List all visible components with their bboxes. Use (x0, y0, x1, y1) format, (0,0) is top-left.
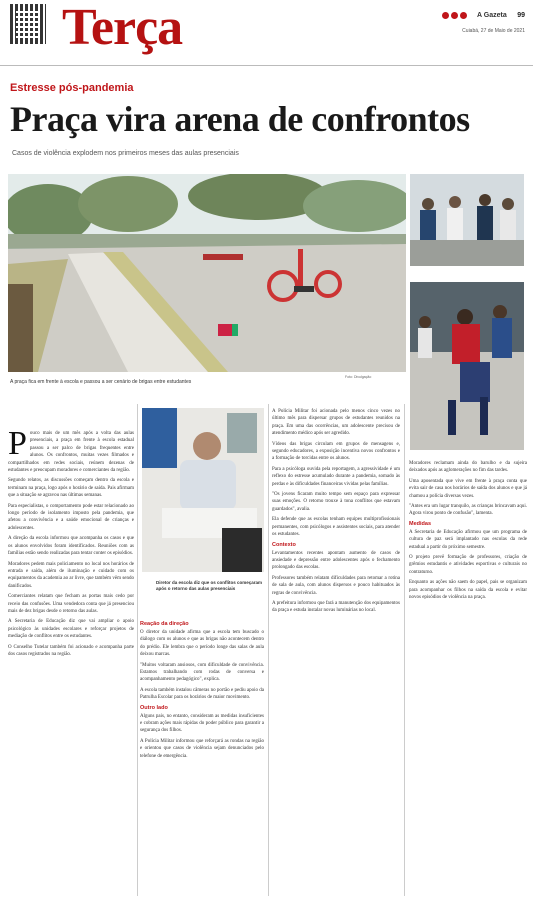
section-title: Terça (62, 0, 183, 56)
page-number: 99 (517, 11, 525, 19)
subhead: Reação da direção (140, 621, 189, 627)
masthead (0, 0, 533, 66)
dek: Casos de violência explodem nos primeiros meses das aulas presenciais (12, 150, 239, 157)
headline: Praça vira arena de confrontos (10, 99, 470, 139)
portrait-caption: Diretor da escola diz que os conflitos começaram após o retorno das aulas presenciais (156, 580, 263, 591)
fight-scene (410, 282, 524, 450)
article-column-1: P ouco mais de um mês após a volta das aulas presenciais, a praça em frente à escola estadual passou a ser palco de brigas frequentes entre alunos. Os confrontos, muitas vezes filmados e compartilhados em redes sociais, reúnem dezenas de estudantes e preocupam moradores e comerciantes da região. Segundo relatos, as discussões começam dentro da escola e terminam na praça, logo após o horário de saída. Pais afirmam que a situação se agravou nas últimas semanas. Para especialistas, o comportamento pode estar relacionado ao longo período de isolamento imposto pela pandemia, que afetou a convivência e a saúde emocional de crianças e adolescentes. A direção da escola informou que acompanha os casos e que os alunos envolvidos foram identificados. Reuniões com as famílias estão sendo realizadas para tentar conter os episódios. Moradores pedem mais policiamento no local nos horários de entrada e saída, além de iluminação e cuidado com os equipamentos da academia ao ar livre, que também vêm sendo danificados. Comerciantes relatam que fecham as portas mais cedo por receio das confusões. Uma vendedora conta que já presenciou mais de dez brigas desde o retorno das aulas. A Secretaria de Educação diz que vai ampliar o apoio psicológico às unidades escolares e reforçar projetos de mediação de conflitos entre os estudantes. O Conselho Tutelar também foi acionado e acompanha parte dos casos registrados na região. (8, 430, 134, 657)
portrait-photo (142, 408, 264, 572)
students-scene (410, 174, 524, 266)
qr-code (10, 4, 46, 44)
column-rule (137, 404, 138, 896)
article-column-3: A Polícia Militar foi acionada pelo menos cinco vezes no último mês para dispersar grupos de estudantes reunidos na praça. Em uma das ocorrências, um adolescente precisou de atendimento médico após ser agredido. Vídeos das brigas circulam em grupos de mensagens e, segundo educadores, a exposição incentiva novos confrontos e a formação de torcidas entre os alunos. Para a psicóloga ouvida pela reportagem, a agressividade é um reflexo do estresse acumulado durante a pandemia, somado às perdas e às dificuldades financeiras vividas pelas famílias. "Os jovens ficaram muito tempo sem espaço para expressar suas emoções. O retorno trouxe à tona conflitos que estavam guardados", avalia. Ela defende que as escolas tenham equipes multiprofissionais permanentes, com psicólogos e assistentes sociais, para atender os estudantes. Contexto Levantamentos recentes apontam aumento de casos de ansiedade e depressão entre adolescentes após o fechamento prolongado das escolas. Professores também relatam dificuldades para retomar a rotina de sala de aula, com alunos dispersos e pouco habituados às regras de convivência. A prefeitura informou que fará a manutenção dos equipamentos da praça e estuda instalar novas luminárias no local. (272, 409, 400, 614)
article-column-4: Moradores reclamam ainda do barulho e da sujeira deixados após as aglomerações no fim das tardes. Uma aposentada que vive em frente à praça conta que evita sair de casa nos horários de saída dos alunos e que já chamou a polícia diversas vezes. "Antes era um lugar tranquilo, as crianças brincavam aqui. Agora virou ponto de confusão", lamenta. Medidas A Secretaria de Educação afirmou que um programa de cultura de paz será implantado nas escolas da rede estadual a partir do próximo semestre. O projeto prevê formação de professores, criação de grêmios estudantis e atividades esportivas e culturais no contraturno. Enquanto as ações não saem do papel, pais se organizam para acompanhar os filhos na saída da escola e evitar novos episódios de violência na praça. (409, 461, 527, 601)
column-rule (268, 404, 269, 896)
subhead: Medidas (409, 520, 432, 527)
column-rule (404, 404, 405, 896)
brand-name: A Gazeta (477, 11, 507, 19)
side-photo-fight (410, 282, 524, 450)
subhead: Outro lado (140, 704, 168, 711)
brand-dots (442, 6, 469, 24)
dropcap: P (8, 430, 27, 462)
side-photo-students (410, 174, 524, 266)
header-meta (442, 6, 525, 34)
photo-caption: A praça fica em frente à escola e passou a ser cenário de brigas entre estudantes (10, 379, 192, 385)
portrait-scene (142, 408, 264, 572)
subhead: Contexto (272, 541, 296, 548)
photo-credit: Foto: Divulgação (345, 375, 372, 379)
main-photo (8, 174, 406, 372)
issue-date: Cuiabá, 27 de Maio de 2021 (462, 28, 525, 35)
article-column-2: Reação da direção O diretor da unidade afirma que a escola tem buscado o diálogo com os alunos e que as brigas não acontecem dentro do prédio. Ele lembra que o período longe das salas de aula deixou marcas. "Muitos voltaram ansiosos, com dificuldade de convivência. Estamos trabalhando com rodas de conversa e acompanhamento pedagógico", explica. A escola também instalou câmeras no portão e pediu apoio da Patrulha Escolar para os horários de maior movimento. Outro lado Alguns pais, no entanto, consideram as medidas insuficientes e cobram ações mais rápidas do poder público para garantir a segurança dos filhos. A Polícia Militar informou que reforçará as rondas na região e orientou que casos de violência sejam denunciados pelo telefone de emergência. (140, 621, 264, 759)
kicker: Estresse pós-pandemia (10, 82, 134, 94)
park-scene (8, 174, 406, 372)
